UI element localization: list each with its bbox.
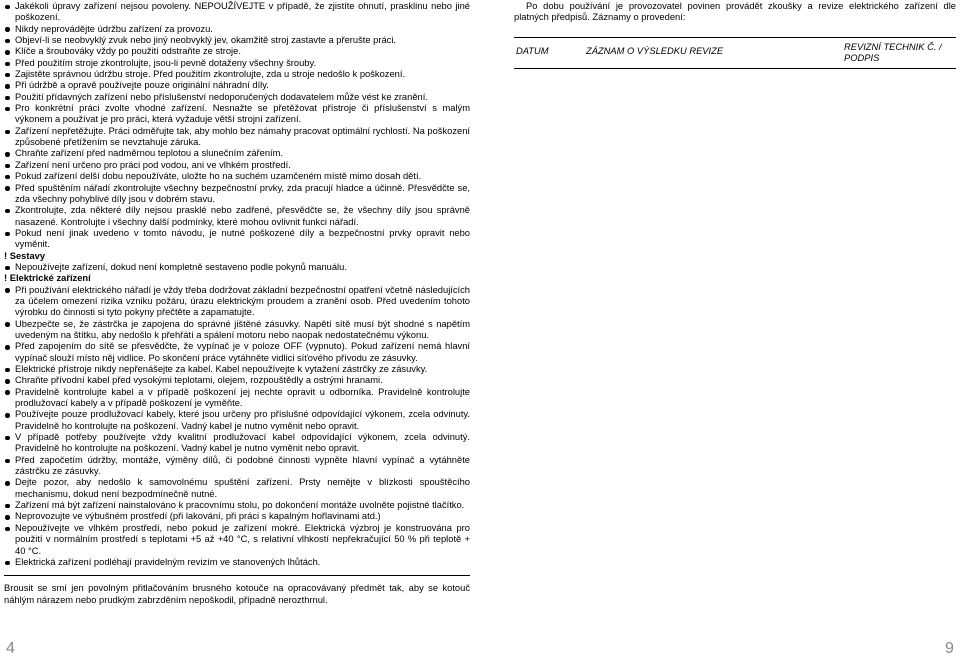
page-number-right: 9 (945, 640, 954, 657)
safety-item: Elektrické přístroje nikdy nepřenášejte za kabel. Kabel nepoužívejte k vytažení zástrčky ze zásuvky. (4, 364, 470, 375)
safety-item: Před spuštěním nářadí zkontrolujte všechny bezpečnostní prvky, zda pracují hladce a účinně. Přesvědčte se, zda všechny pohyblivé díly jsou v dobrém stavu. (4, 183, 470, 206)
col-date: DATUM (514, 37, 584, 68)
safety-item: Zařízení nepřetěžujte. Práci odměřujte tak, aby mohlo bez námahy pracovat optimální rychlostí. Na poškození způsobené přetížením se nevztahuje záruka. (4, 126, 470, 149)
safety-item: Zajistěte správnou údržbu stroje. Před použitím zkontrolujte, zda u stroje nedošlo k poškození. (4, 69, 470, 80)
right-column (514, 1, 956, 69)
grinding-note: Brousit se smí jen povolným přitlačováním brusného kotouče na opracovávaný předmět tak, aby se kotouč náhlým nárazem nebo prudkým zabrzděním nepoškodil, případně nerozthrnul. (4, 583, 470, 605)
revision-table-header (514, 37, 956, 68)
safety-item: Před zapojením do sítě se přesvědčte, že vypínač je v poloze OFF (vypnuto). Pokud zařízení nemá hlavní vypínač slouží místo něj vidlice. Po skončení práce vytáhněte vidlici síťového přívodu ze zásuvky. (4, 341, 470, 364)
safety-item: Elektrická zařízení podléhají pravidelným revizím ve stanovených lhůtách. (4, 557, 470, 568)
safety-item: Chraňte přívodní kabel před vysokými teplotami, olejem, rozpouštědly a ostrými hranami. (4, 375, 470, 386)
safety-item: Klíče a šroubováky vždy po použití odstraňte ze stroje. (4, 46, 470, 57)
safety-item: Pro konkrétní práci zvolte vhodné zařízení. Nesnažte se přetěžovat přístroje či příslušenství s malým výkonem a používat je pro práci, která vyžaduje větší strojní zařízení. (4, 103, 470, 126)
section-heading: ! Sestavy (4, 250, 46, 261)
safety-item: Neprovozujte ve výbušném prostředí (při lakování, při práci s kapalným hořlavinami atd.) (4, 511, 470, 522)
left-column (4, 1, 470, 606)
col-technician: REVIZNÍ TECHNIK Č. / PODPIS (842, 37, 956, 68)
safety-item: Při používání elektrického nářadí je vždy třeba dodržovat základní bezpečnostní opatření včetně následujících za účelem omezení rizika vzniku požáru, úrazu elektrickým proudem a zranění osob. Před uvedením tohoto výrobku do činnosti si tyto pokyny přečtěte a zapamatujte. (4, 285, 470, 319)
safety-item: Pokud není jinak uvedeno v tomto návodu, je nutné poškozené díly a bezpečnostní prvky opravit nebo vyměnit. (4, 228, 470, 251)
revision-intro: Po dobu používání je provozovatel povinen provádět zkoušky a revize elektrického zařízení dle platných předpisů. Záznamy o provedení: (514, 1, 956, 23)
safety-item: Zkontrolujte, zda některé díly nejsou prasklé nebo zadřené, přesvědčte se, že všechny díly jsou správně nasazené. Kontrolujte i všechny další podmínky, které mohou ovlivnit funkci nářadí. (4, 205, 470, 228)
safety-item: Pravidelně kontrolujte kabel a v případě poškození jej nechte opravit u odborníka. Pravidelně kontrolujte prodlužovací kabely a v případě poškození je vyměňte. (4, 387, 470, 410)
revision-table (514, 37, 956, 69)
safety-item: Před započetím údržby, montáže, výměny dílů, či podobné činnosti vypněte hlavní vypínač a vytáhněte zástrčku ze zásuvky. (4, 455, 470, 478)
safety-item: Při údržbě a opravě používejte pouze originální náhradní díly. (4, 80, 470, 91)
safety-item: Zařízení má být zařízení nainstalováno k pracovnímu stolu, po dokončení montáže uvolněte pojistné tlačítko. (4, 500, 470, 511)
safety-item: V případě potřeby používejte vždy kvalitní prodlužovací kabel odpovídající výkonem, zcela odvinutý. Pravidelně ho kontrolujte na poškození. Vadný kabel je nutno vyměnit nebo opravit. (4, 432, 470, 455)
section-heading: ! Elektrické zařízení (4, 273, 91, 284)
safety-item: Použití přídavných zařízení nebo příslušenství nedoporučených dodavatelem může vést ke zranění. (4, 92, 470, 103)
safety-item: Používejte pouze prodlužovací kabely, které jsou určeny pro příslušné odpovídající výkonem, zcela odvinuty. Pravidelně ho kontrolujte na poškození. Vadný kabel je nutno vyměnit nebo opravit. (4, 409, 470, 432)
safety-item: Ubezpečte se, že zástrčka je zapojena do správné jištěné zásuvky. Napětí sítě musí být shodné s napětím uvedeným na štítku, aby nedošlo k přehřátí a spálení motoru nebo naopak nedostatečnému výkonu. (4, 319, 470, 342)
safety-item: Nepoužívejte zařízení, dokud není kompletně sestaveno podle pokynů manuálu. (4, 262, 470, 273)
safety-item: Před použitím stroje zkontrolujte, jsou-li pevně dotaženy všechny šrouby. (4, 58, 470, 69)
safety-item: Nikdy neprovádějte údržbu zařízení za provozu. (4, 24, 470, 35)
safety-item: Objeví-li se neobvyklý zvuk nebo jiný neobvyklý jev, okamžitě stroj zastavte a přerušte práci. (4, 35, 470, 46)
safety-item: Chraňte zařízení před nadměrnou teplotou a slunečním zářením. (4, 148, 470, 159)
safety-item: Jakékoli úpravy zařízení nejsou povoleny. NEPOUŽÍVEJTE v případě, že zjistíte ohnutí, prasklinu nebo jiné poškození. (4, 1, 470, 24)
page-number-left: 4 (6, 640, 15, 657)
col-record: ZÁZNAM O VÝSLEDKU REVIZE (584, 37, 842, 68)
safety-item: Nepoužívejte ve vlhkém prostředí, nebo pokud je zařízení mokré. Elektrická výzbroj je konstruována pro použití v normálním prostředí s teplotami +5 až +40 °C, s relativní vlhkostí nepřekračující 50 % při teplotě + 40 °C. (4, 523, 470, 557)
separator-line (4, 575, 470, 576)
safety-item: Pokud zařízení delší dobu nepoužíváte, uložte ho na suchém uzamčeném místě mimo dosah dětí. (4, 171, 470, 182)
safety-item: Zařízení není určeno pro práci pod vodou, ani ve vlhkém prostředí. (4, 160, 470, 171)
safety-item: Dejte pozor, aby nedošlo k samovolnému spuštění zařízení. Prsty nemějte v blízkosti spouštěcího mechanismu, dokud není bezpodmínečně nutné. (4, 477, 470, 500)
